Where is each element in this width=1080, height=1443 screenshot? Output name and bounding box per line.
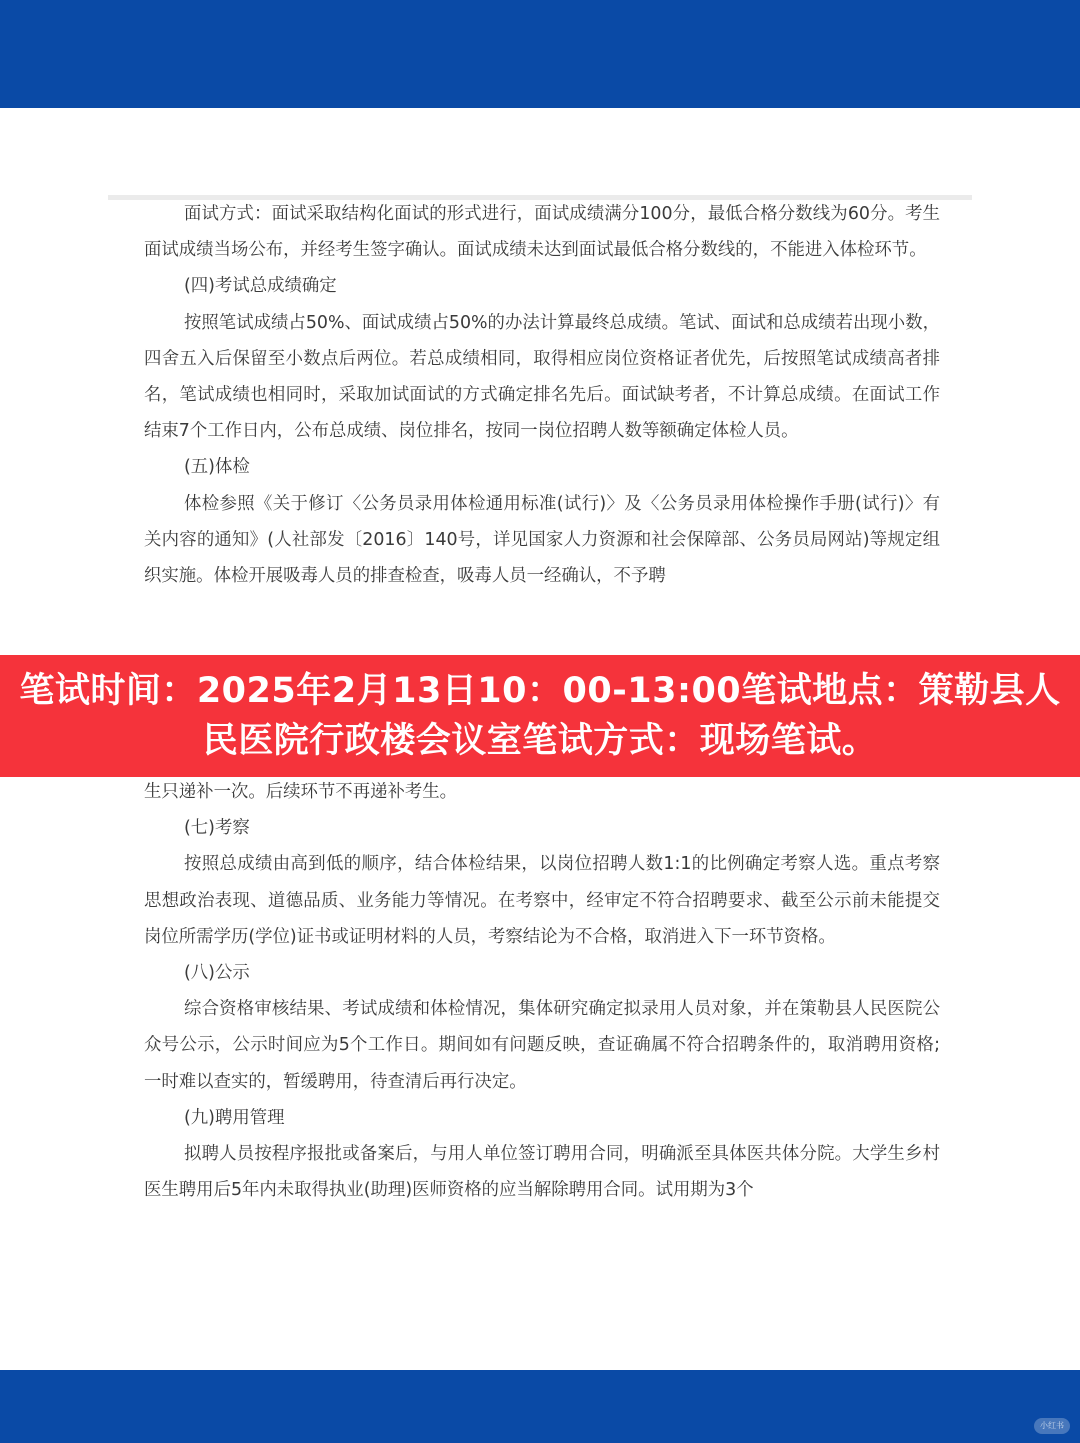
top-brand-bar xyxy=(0,0,1080,108)
heading-publicity: (八)公示 xyxy=(184,963,250,984)
paragraph-physical-exam: 体检参照《关于修订〈公务员录用体检通用标准(试行)〉及〈公务员录用体检操作手册(试行)〉有关内容的通知》(人社部发〔2016〕140号，详见国家人力资源和社会保障部、公务员局网站)等规定组织实施。体检开展吸毒人员的排查检查，吸毒人员一经确认，不予聘 xyxy=(144,493,940,587)
paragraph-publicity: 综合资格审核结果、考试成绩和体检情况，集体研究确定拟录用人员对象，并在策勒县人民医院公众号公示，公示时间应为5个工作日。期间如有问题反映，查证确属不符合招聘条件的，取消聘用资格;一时难以查实的，暂缓聘用，待查清后再行决定。 xyxy=(144,999,940,1092)
heading-physical-exam: (五)体检 xyxy=(184,457,250,478)
exam-info-text: 笔试时间：2025年2月13日10：00-13:00笔试地点：策勒县人民医院行政楼会议室笔试方式：现场笔试。 xyxy=(19,671,1061,761)
heading-total-score: (四)考试总成绩确定 xyxy=(184,276,337,297)
watermark-logo: 小红书 xyxy=(1034,1418,1070,1434)
paragraph-employment-management: 拟聘人员按程序报批或备案后，与用人单位签订聘用合同，明确派至具体医共体分院。大学生乡村医生聘用后5年内未取得执业(助理)医师资格的应当解除聘用合同。试用期为3个 xyxy=(144,1144,940,1201)
paragraph-total-score: 按照笔试成绩占50%、面试成绩占50%的办法计算最终总成绩。笔试、面试和总成绩若出现小数，四舍五入后保留至小数点后两位。若总成绩相同，取得相应岗位资格证者优先，后按照笔试成绩高者排名，笔试成绩也相同时，采取加试面试的方式确定排名先后。面试缺考者，不计算总成绩。在面试工作结束7个工作日内，公布总成绩、岗位排名，按同一岗位招聘人数等额确定体检人员。 xyxy=(144,312,940,442)
document-upper-clip xyxy=(0,196,1080,655)
paragraph-inspection: 按照总成绩由高到低的顺序，结合体检结果，以岗位招聘人数1:1的比例确定考察人选。重点考察思想政治表现、道德品质、业务能力等情况。在考察中，经审定不符合招聘要求、截至公示前未能提交岗位所需学历(学位)证书或证明材料的人员，考察结论为不合格，取消进入下一环节资格。 xyxy=(144,854,940,947)
exam-info-banner xyxy=(0,655,1080,777)
bottom-brand-bar xyxy=(0,1370,1080,1443)
document-upper xyxy=(144,196,940,594)
paragraph-substitution: 生只递补一次。后续环节不再递补考生。 xyxy=(144,782,458,802)
heading-inspection: (七)考察 xyxy=(184,818,250,839)
heading-employment-management: (九)聘用管理 xyxy=(184,1107,285,1128)
paragraph-interview-method: 面试方式：面试采取结构化面试的形式进行，面试成绩满分100分，最低合格分数线为60分。考生面试成绩当场公布，并经考生签字确认。面试成绩未达到面试最低合格分数线的，不能进入体检环节。 xyxy=(144,204,940,261)
document-lower xyxy=(144,774,940,1208)
